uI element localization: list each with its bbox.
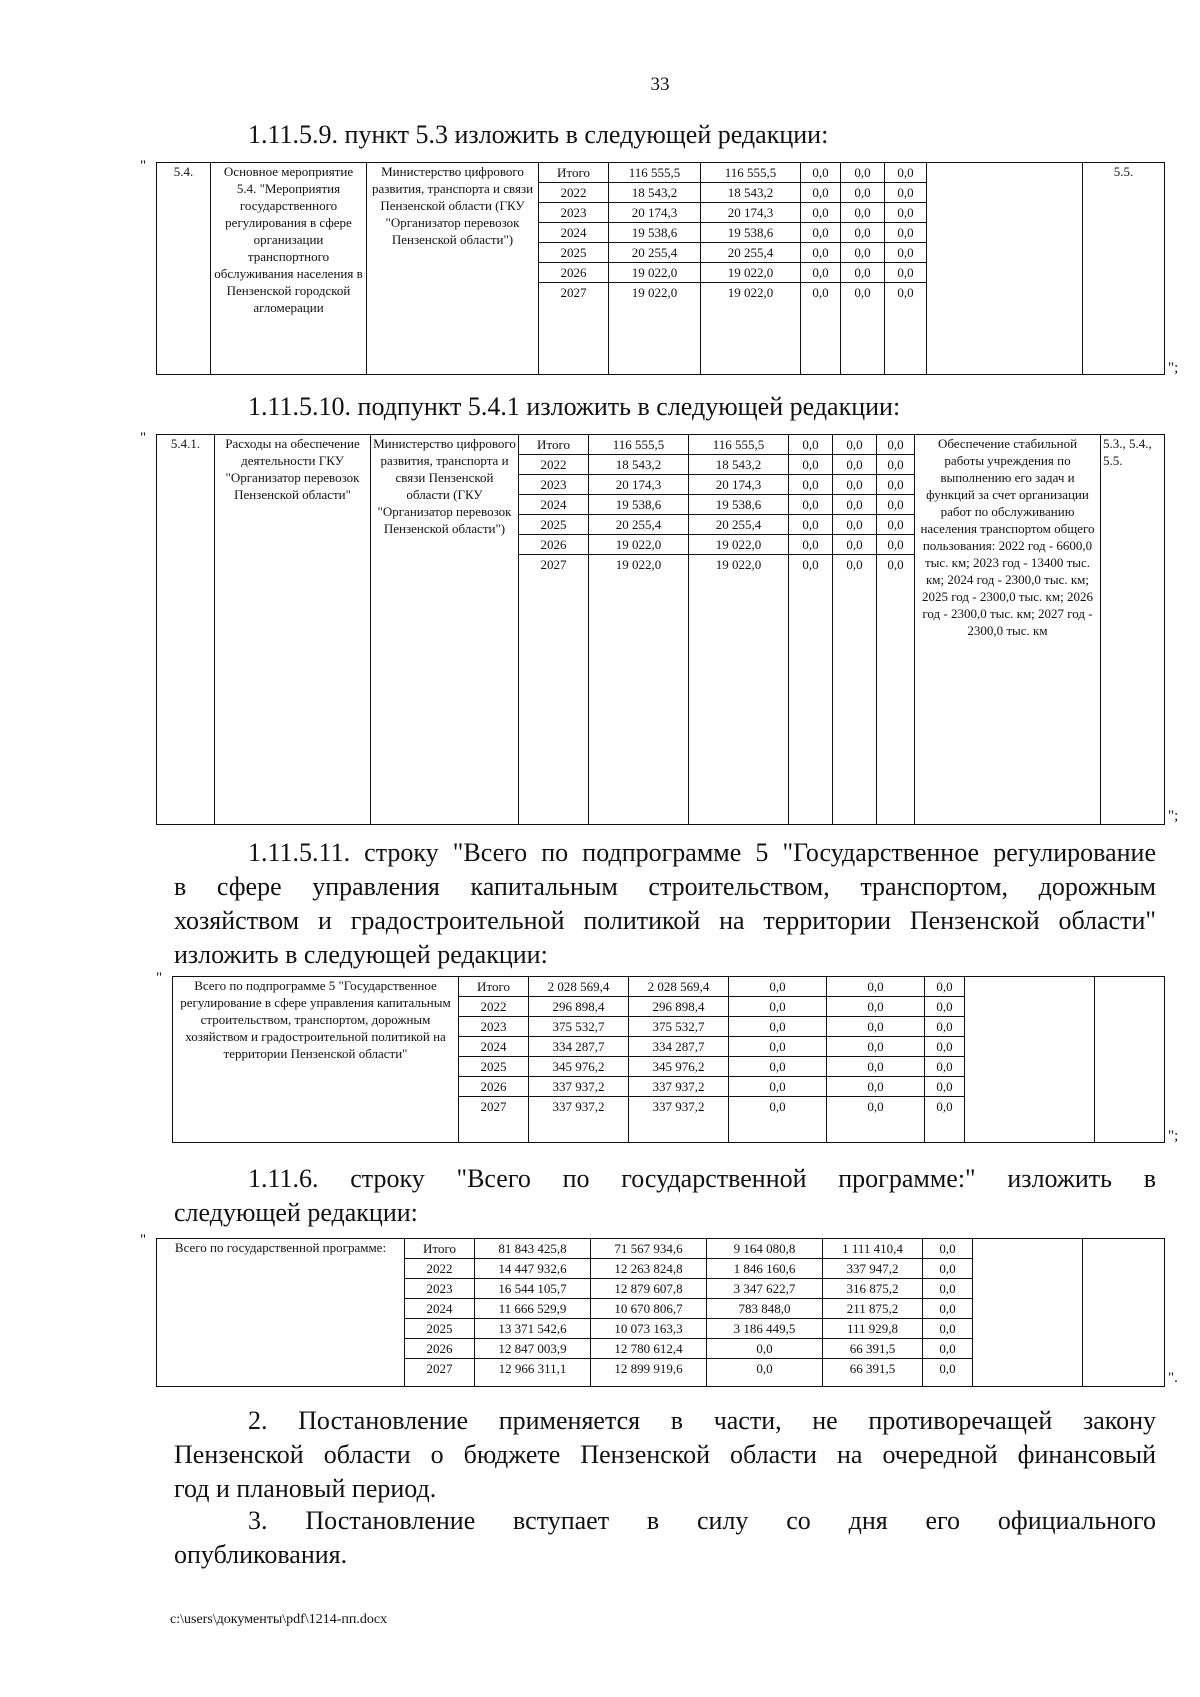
item-executor: Министерство цифрового развития, транспорта и связи Пензенской области (ГКУ "Организатор перевозок Пензенской области") bbox=[371, 435, 519, 825]
table-cell: 2024 bbox=[539, 223, 608, 243]
table-cell: 18 543,2 bbox=[701, 183, 800, 203]
table-cell: 71 567 934,6 bbox=[591, 1239, 706, 1259]
table-cell: 337 937,2 bbox=[652, 1099, 705, 1114]
table-cell: 20 255,4 bbox=[589, 515, 688, 535]
table-cell: 0,0 bbox=[939, 1361, 956, 1376]
table-cell: 11 666 529,9 bbox=[475, 1299, 590, 1319]
table-cell: 2026 bbox=[539, 263, 608, 283]
table-cell: 0,0 bbox=[877, 535, 914, 555]
table-cell: 0,0 bbox=[877, 455, 914, 475]
table-cell: 0,0 bbox=[789, 455, 832, 475]
table-cell: 19 022,0 bbox=[701, 263, 800, 283]
open-quote: " bbox=[140, 1232, 147, 1248]
table-cell: 0,0 bbox=[923, 1319, 972, 1339]
table-cell: 9 164 080,8 bbox=[707, 1239, 822, 1259]
total-column bbox=[589, 435, 689, 825]
table-cell: 0,0 bbox=[827, 1017, 924, 1037]
table-cell: 66 391,5 bbox=[823, 1339, 922, 1359]
table-cell: 116 555,5 bbox=[609, 163, 700, 183]
row-name: Всего по подпрограмме 5 "Государственное регулирование в сфере управления капитальным строительством, транспортом, дорожным хозяйством и градостроительной политикой на территории Пензенской области" bbox=[173, 977, 459, 1143]
table-cell: 2025 bbox=[405, 1319, 474, 1339]
table-cell: 2025 bbox=[539, 243, 608, 263]
table-cell: 111 929,8 bbox=[823, 1319, 922, 1339]
table-cell: 0,0 bbox=[841, 223, 884, 243]
table-cell: 19 022,0 bbox=[631, 285, 678, 300]
item-number: 5.4. bbox=[157, 163, 211, 375]
table-cell: 0,0 bbox=[729, 1017, 826, 1037]
table-state-program-total bbox=[156, 1238, 1165, 1387]
table-cell: 81 843 425,8 bbox=[475, 1239, 590, 1259]
table-cell: 19 022,0 bbox=[689, 535, 788, 555]
close-quote: ". bbox=[1168, 1370, 1178, 1386]
page-number: 33 bbox=[650, 74, 670, 95]
table-cell: 0,0 bbox=[833, 535, 876, 555]
table-cell: 19 538,6 bbox=[701, 223, 800, 243]
table-cell: 2 028 569,4 bbox=[629, 977, 728, 997]
table-cell: 19 022,0 bbox=[609, 263, 700, 283]
table-cell: 0,0 bbox=[923, 1299, 972, 1319]
table-cell: Итого bbox=[519, 435, 588, 455]
table-cell: 0,0 bbox=[925, 977, 964, 997]
table-cell: 3 347 622,7 bbox=[707, 1279, 822, 1299]
federal-column bbox=[801, 163, 841, 375]
table-cell: 337 937,2 bbox=[629, 1077, 728, 1097]
table-cell: 18 543,2 bbox=[589, 455, 688, 475]
table-cell: 0,0 bbox=[925, 1057, 964, 1077]
table-cell: 0,0 bbox=[841, 183, 884, 203]
table-cell: 0,0 bbox=[936, 1099, 953, 1114]
result-column bbox=[973, 1239, 1083, 1387]
item-name: Расходы на обеспечение деятельности ГКУ "Организатор перевозок Пензенской области" bbox=[215, 435, 371, 825]
table-cell: 0,0 bbox=[827, 1037, 924, 1057]
table-cell: 2026 bbox=[519, 535, 588, 555]
item-name: Основное мероприятие 5.4. "Мероприятия государственного регулирования в сфере организации транспортного обслуживания населения в Пензенской городской агломерации bbox=[211, 163, 367, 375]
table-cell: 0,0 bbox=[769, 1099, 786, 1114]
table-cell: 0,0 bbox=[827, 1057, 924, 1077]
table-cell: 0,0 bbox=[923, 1279, 972, 1299]
item-result bbox=[927, 163, 1083, 375]
table-cell: 2022 bbox=[519, 455, 588, 475]
table-cell: 0,0 bbox=[833, 495, 876, 515]
table-cell: Итого bbox=[459, 977, 528, 997]
table-cell: 2024 bbox=[405, 1299, 474, 1319]
table-cell: 2023 bbox=[405, 1279, 474, 1299]
table-cell: 2 028 569,4 bbox=[529, 977, 628, 997]
table-item-5-4-1 bbox=[156, 434, 1165, 825]
table-cell: 0,0 bbox=[854, 285, 871, 300]
table-cell: 0,0 bbox=[846, 557, 863, 572]
table-cell: 0,0 bbox=[925, 1077, 964, 1097]
table-cell: 0,0 bbox=[789, 435, 832, 455]
close-quote: "; bbox=[1168, 808, 1179, 824]
table-cell: 20 255,4 bbox=[609, 243, 700, 263]
table-cell: 2025 bbox=[519, 515, 588, 535]
table-cell: 345 976,2 bbox=[629, 1057, 728, 1077]
table-cell: 12 263 824,8 bbox=[591, 1259, 706, 1279]
table-cell: 0,0 bbox=[885, 183, 926, 203]
footer-file-path: c:\users\документы\pdf\1214-пп.docx bbox=[170, 1612, 388, 1627]
result-column bbox=[965, 977, 1095, 1143]
table-cell: 375 532,7 bbox=[629, 1017, 728, 1037]
table-cell: 10 670 806,7 bbox=[591, 1299, 706, 1319]
table-cell: 0,0 bbox=[789, 475, 832, 495]
table-cell: 0,0 bbox=[789, 495, 832, 515]
table-cell: 0,0 bbox=[923, 1259, 972, 1279]
paragraph-2: 2. Постановление применяется в части, не противоречащей закону Пензенской области о бюджете Пензенской области на очередной финансовый год и плановый период. bbox=[174, 1406, 1156, 1503]
item-result: Обеспечение стабильной работы учреждения по выполнению его задач и функций за счет организации работ по обслуживанию населения транспортом общего пользования: 2022 год - 6600,0 тыс. км; 2023 год - 13400 тыс. км; 2024 год - 2300,0 тыс. км; 2025 год - 2300,0 тыс. км; 2026 год - 2300,0 тыс. км; 2027 год - 2300,0 тыс. км bbox=[915, 435, 1101, 825]
table-cell: 116 555,5 bbox=[701, 163, 800, 183]
table-cell: 2023 bbox=[519, 475, 588, 495]
table-subprogram-5-total bbox=[172, 976, 1165, 1143]
table-cell: 20 174,3 bbox=[609, 203, 700, 223]
table-cell: 0,0 bbox=[707, 1339, 822, 1359]
local-column bbox=[827, 977, 925, 1143]
item-number: 5.4.1. bbox=[157, 435, 215, 825]
table-cell: 0,0 bbox=[877, 515, 914, 535]
table-cell: 3 186 449,5 bbox=[707, 1319, 822, 1339]
regional-column bbox=[701, 163, 801, 375]
open-quote: " bbox=[140, 430, 147, 446]
table-cell: 0,0 bbox=[801, 183, 840, 203]
local-column bbox=[841, 163, 885, 375]
table-cell: 783 848,0 bbox=[707, 1299, 822, 1319]
table-cell: 296 898,4 bbox=[629, 997, 728, 1017]
table-cell: 0,0 bbox=[877, 495, 914, 515]
table-cell: 0,0 bbox=[801, 263, 840, 283]
table-cell: 0,0 bbox=[885, 203, 926, 223]
total-column bbox=[529, 977, 629, 1143]
table-cell: 116 555,5 bbox=[589, 435, 688, 455]
table-cell: 2024 bbox=[519, 495, 588, 515]
table-cell: 0,0 bbox=[729, 1057, 826, 1077]
table-cell: 0,0 bbox=[841, 163, 884, 183]
heading-1-11-5-11: 1.11.5.11. строку "Всего по подпрограмме 5 "Государственное регулирование в сфере управления капитальным строительством, транспортом, дорожным хозяйством и градостроительной политикой на территории Пензенской области" изложить в следующей редакции: bbox=[174, 838, 1156, 969]
table-cell: 316 875,2 bbox=[823, 1279, 922, 1299]
item-executor: Министерство цифрового развития, транспорта и связи Пензенской области (ГКУ "Организатор перевозок Пензенской области") bbox=[367, 163, 539, 375]
table-cell: 0,0 bbox=[802, 557, 819, 572]
table-cell: 0,0 bbox=[885, 223, 926, 243]
table-cell: 2022 bbox=[539, 183, 608, 203]
table-cell: 0,0 bbox=[801, 223, 840, 243]
local-column bbox=[823, 1239, 923, 1387]
table-cell: 0,0 bbox=[827, 1077, 924, 1097]
table-cell: 12 847 003,9 bbox=[475, 1339, 590, 1359]
table-cell: 12 780 612,4 bbox=[591, 1339, 706, 1359]
heading-1-11-5-9: 1.11.5.9. пункт 5.3 изложить в следующей редакции: bbox=[248, 120, 829, 149]
link-column bbox=[1083, 1239, 1165, 1387]
table-cell: 334 287,7 bbox=[529, 1037, 628, 1057]
table-cell: 0,0 bbox=[925, 1017, 964, 1037]
table-cell: 2027 bbox=[560, 285, 587, 300]
table-cell: 2022 bbox=[459, 997, 528, 1017]
table-cell: 20 255,4 bbox=[689, 515, 788, 535]
table-cell: 0,0 bbox=[729, 1037, 826, 1057]
table-cell: Итого bbox=[405, 1239, 474, 1259]
table-cell: Итого bbox=[539, 163, 608, 183]
table-cell: 2023 bbox=[459, 1017, 528, 1037]
table-cell: 211 875,2 bbox=[823, 1299, 922, 1319]
table-cell: 19 022,0 bbox=[615, 557, 662, 572]
table-cell: 2026 bbox=[459, 1077, 528, 1097]
table-cell: 13 371 542,6 bbox=[475, 1319, 590, 1339]
table-cell: 19 022,0 bbox=[715, 557, 762, 572]
paragraph-3: 3. Постановление вступает в силу со дня его официального опубликования. bbox=[174, 1506, 1156, 1569]
heading-1-11-6: 1.11.6. строку "Всего по государственной программе:" изложить в следующей редакции: bbox=[174, 1164, 1156, 1227]
table-cell: 2027 bbox=[480, 1099, 507, 1114]
years-column bbox=[459, 977, 529, 1143]
table-cell: 14 447 932,6 bbox=[475, 1259, 590, 1279]
federal-column bbox=[789, 435, 833, 825]
table-cell: 19 538,6 bbox=[589, 495, 688, 515]
years-column bbox=[519, 435, 589, 825]
table-cell: 20 174,3 bbox=[689, 475, 788, 495]
row-name: Всего по государственной программе: bbox=[157, 1239, 405, 1387]
table-cell: 0,0 bbox=[833, 435, 876, 455]
heading-1-11-5-10: 1.11.5.10. подпункт 5.4.1 изложить в следующей редакции: bbox=[248, 392, 901, 421]
table-cell: 0,0 bbox=[887, 557, 904, 572]
table-cell: 296 898,4 bbox=[529, 997, 628, 1017]
open-quote: " bbox=[156, 970, 163, 986]
table-cell: 0,0 bbox=[833, 515, 876, 535]
table-cell: 66 391,5 bbox=[849, 1361, 896, 1376]
table-cell: 0,0 bbox=[801, 163, 840, 183]
table-cell: 18 543,2 bbox=[609, 183, 700, 203]
table-cell: 0,0 bbox=[729, 977, 826, 997]
table-cell: 20 174,3 bbox=[701, 203, 800, 223]
table-cell: 0,0 bbox=[877, 435, 914, 455]
table-cell: 0,0 bbox=[729, 1077, 826, 1097]
regional-column bbox=[629, 977, 729, 1143]
table-cell: 2025 bbox=[459, 1057, 528, 1077]
table-cell: 1 846 160,6 bbox=[707, 1259, 822, 1279]
table-cell: 0,0 bbox=[756, 1361, 773, 1376]
item-link: 5.3., 5.4., 5.5. bbox=[1101, 435, 1165, 825]
table-item-5-4 bbox=[156, 162, 1165, 375]
table-cell: 0,0 bbox=[897, 285, 914, 300]
table-cell: 375 532,7 bbox=[529, 1017, 628, 1037]
table-cell: 337 937,2 bbox=[529, 1077, 628, 1097]
table-cell: 0,0 bbox=[841, 263, 884, 283]
table-cell: 20 174,3 bbox=[589, 475, 688, 495]
table-cell: 0,0 bbox=[801, 243, 840, 263]
table-cell: 12 899 919,6 bbox=[614, 1361, 683, 1376]
table-cell: 337 937,2 bbox=[552, 1099, 605, 1114]
other-column bbox=[885, 163, 927, 375]
table-cell: 0,0 bbox=[885, 243, 926, 263]
table-cell: 0,0 bbox=[827, 997, 924, 1017]
table-cell: 0,0 bbox=[833, 455, 876, 475]
table-cell: 0,0 bbox=[812, 285, 829, 300]
years-column bbox=[405, 1239, 475, 1387]
table-cell: 2022 bbox=[405, 1259, 474, 1279]
total-column bbox=[475, 1239, 591, 1387]
table-cell: 1 111 410,4 bbox=[823, 1239, 922, 1259]
table-cell: 334 287,7 bbox=[629, 1037, 728, 1057]
table-cell: 0,0 bbox=[841, 203, 884, 223]
table-cell: 10 073 163,3 bbox=[591, 1319, 706, 1339]
other-column bbox=[923, 1239, 973, 1387]
open-quote: " bbox=[140, 158, 147, 174]
federal-column bbox=[729, 977, 827, 1143]
years-column bbox=[539, 163, 609, 375]
table-cell: 0,0 bbox=[885, 263, 926, 283]
table-cell: 0,0 bbox=[827, 977, 924, 997]
table-cell: 20 255,4 bbox=[701, 243, 800, 263]
federal-column bbox=[707, 1239, 823, 1387]
link-column bbox=[1095, 977, 1165, 1143]
table-cell: 12 879 607,8 bbox=[591, 1279, 706, 1299]
table-cell: 0,0 bbox=[925, 997, 964, 1017]
local-column bbox=[833, 435, 877, 825]
table-cell: 0,0 bbox=[833, 475, 876, 495]
table-cell: 0,0 bbox=[877, 475, 914, 495]
table-cell: 2027 bbox=[540, 557, 567, 572]
other-column bbox=[877, 435, 915, 825]
table-cell: 16 544 105,7 bbox=[475, 1279, 590, 1299]
other-column bbox=[925, 977, 965, 1143]
table-cell: 0,0 bbox=[789, 535, 832, 555]
regional-column bbox=[689, 435, 789, 825]
table-cell: 19 022,0 bbox=[589, 535, 688, 555]
table-cell: 0,0 bbox=[925, 1037, 964, 1057]
table-cell: 0,0 bbox=[867, 1099, 884, 1114]
table-cell: 0,0 bbox=[841, 243, 884, 263]
item-link: 5.5. bbox=[1083, 163, 1165, 375]
table-cell: 2027 bbox=[426, 1361, 453, 1376]
table-cell: 2023 bbox=[539, 203, 608, 223]
table-cell: 2026 bbox=[405, 1339, 474, 1359]
table-cell: 0,0 bbox=[789, 515, 832, 535]
table-cell: 19 538,6 bbox=[609, 223, 700, 243]
total-column bbox=[609, 163, 701, 375]
table-cell: 0,0 bbox=[923, 1239, 972, 1259]
table-cell: 0,0 bbox=[923, 1339, 972, 1359]
table-cell: 345 976,2 bbox=[529, 1057, 628, 1077]
table-cell: 0,0 bbox=[801, 203, 840, 223]
table-cell: 12 966 311,1 bbox=[498, 1361, 567, 1376]
table-cell: 19 022,0 bbox=[727, 285, 774, 300]
table-cell: 337 947,2 bbox=[823, 1259, 922, 1279]
table-cell: 0,0 bbox=[729, 997, 826, 1017]
table-cell: 116 555,5 bbox=[689, 435, 788, 455]
close-quote: "; bbox=[1168, 1128, 1179, 1144]
table-cell: 0,0 bbox=[885, 163, 926, 183]
table-cell: 19 538,6 bbox=[689, 495, 788, 515]
table-cell: 2024 bbox=[459, 1037, 528, 1057]
regional-column bbox=[591, 1239, 707, 1387]
close-quote: "; bbox=[1168, 360, 1179, 376]
table-cell: 18 543,2 bbox=[689, 455, 788, 475]
